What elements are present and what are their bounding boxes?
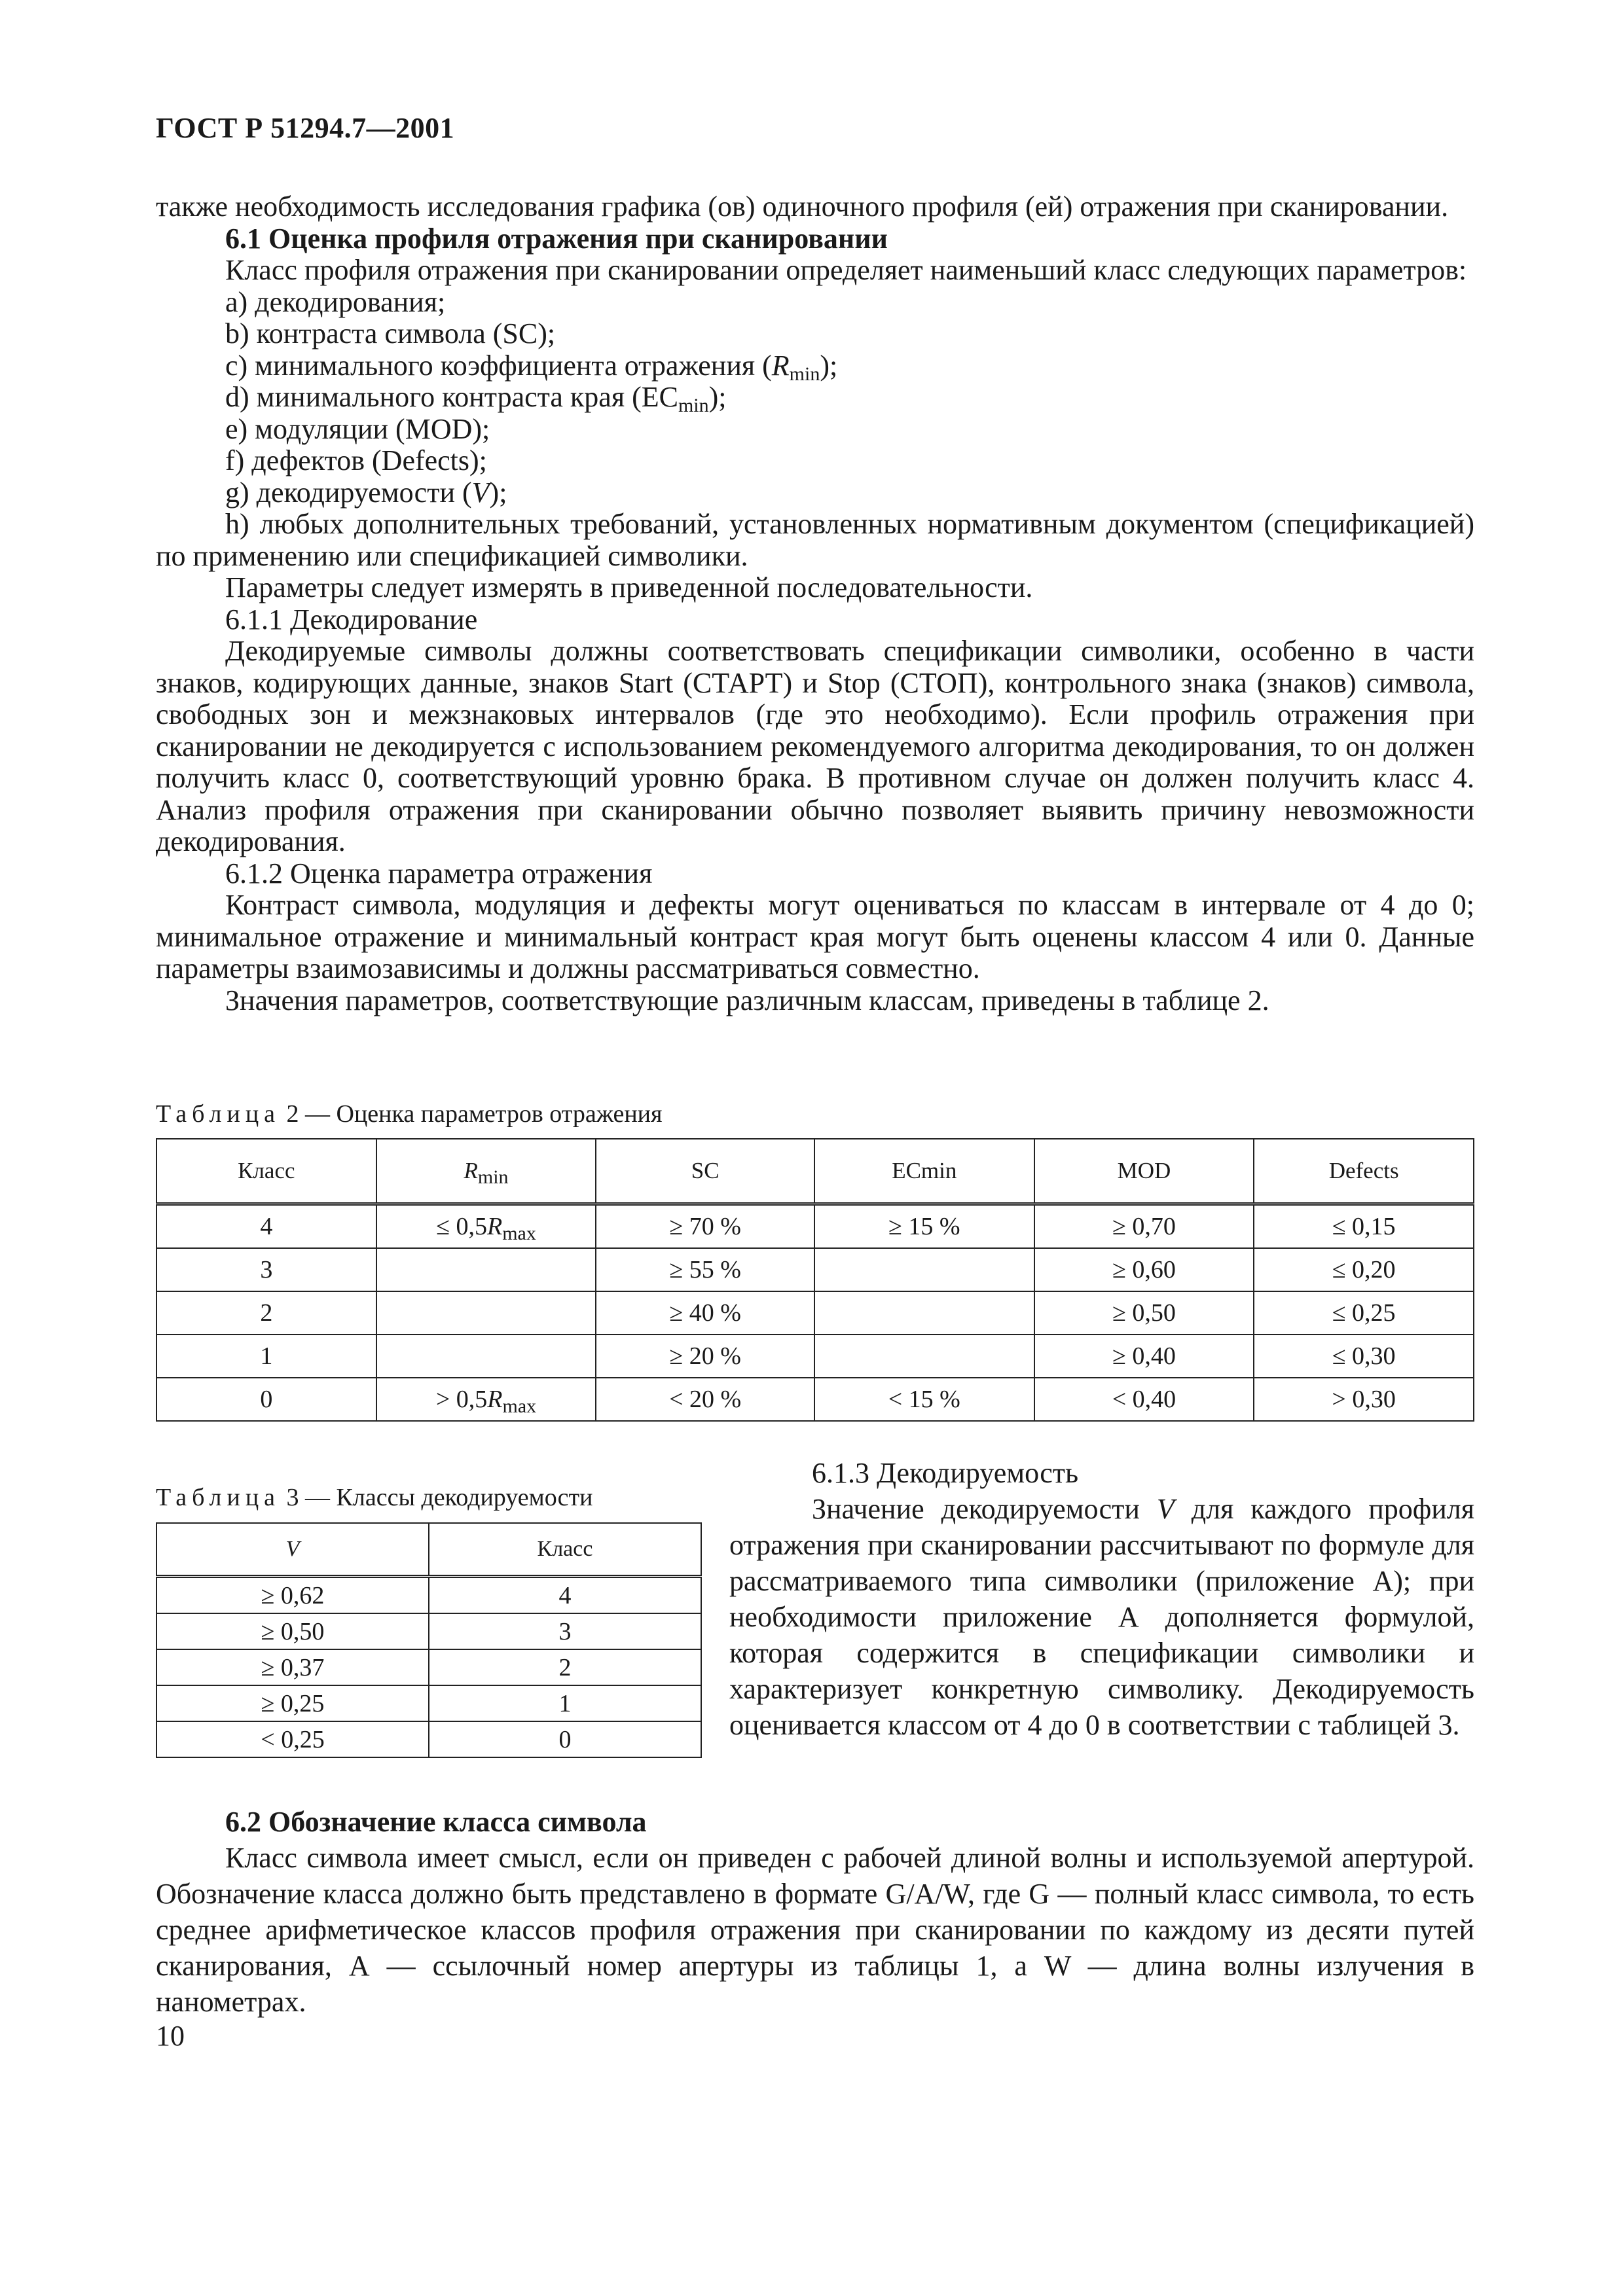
table-2 xyxy=(156,1138,1474,1422)
cell-rmin xyxy=(376,1335,596,1378)
cell-mod: ≥ 0,50 xyxy=(1034,1291,1254,1335)
section-6-1-1-title: 6.1.1 Декодирование xyxy=(225,603,478,636)
cell-rmin xyxy=(376,1291,596,1335)
page-number: 10 xyxy=(156,2020,185,2052)
intro-paragraph: также необходимость исследования графика (ов) одиночного профиля (ей) отражения при сканировании. xyxy=(156,190,1449,223)
cell-ecmin xyxy=(814,1291,1034,1335)
cell-v: ≥ 0,25 xyxy=(156,1685,429,1721)
section-6-1-intro: Класс профиля отражения при сканировании определяет наименьший класс следующих параметров: xyxy=(225,254,1467,286)
cell-sc: ≥ 55 % xyxy=(596,1248,814,1291)
list-item-f: f) дефектов (Defects); xyxy=(225,444,487,476)
cell-defects: ≤ 0,30 xyxy=(1254,1335,1474,1378)
cell-defects: > 0,30 xyxy=(1254,1378,1474,1421)
cell-class: 2 xyxy=(156,1291,376,1335)
section-6-1-2-text2: Значения параметров, соответствующие различным классам, приведены в таблице 2. xyxy=(225,984,1269,1016)
cell-ecmin xyxy=(814,1335,1034,1378)
header-v: V xyxy=(156,1523,429,1577)
cell-class: 4 xyxy=(156,1204,376,1249)
cell-sc: ≥ 40 % xyxy=(596,1291,814,1335)
table-row xyxy=(156,1204,1474,1249)
cell-rmin xyxy=(376,1248,596,1291)
table-3-caption: Таблица 3 — Классы декодируемости xyxy=(156,1484,593,1511)
table-row xyxy=(156,1649,701,1685)
table-row xyxy=(156,1685,701,1721)
cell-mod: < 0,40 xyxy=(1034,1378,1254,1421)
cell-defects: ≤ 0,20 xyxy=(1254,1248,1474,1291)
header-sc: SC xyxy=(596,1139,814,1204)
list-item-e: е) модуляции (MOD); xyxy=(225,412,490,445)
header-mod: MOD xyxy=(1034,1139,1254,1204)
cell-sc: < 20 % xyxy=(596,1378,814,1421)
main-text xyxy=(156,191,1474,1016)
list-item-d: d) минимального контраста края $(EC_{min})$; xyxy=(225,381,727,416)
cell-class: 3 xyxy=(156,1248,376,1291)
table-header-row xyxy=(156,1139,1474,1204)
table-row xyxy=(156,1248,1474,1291)
document-header: ГОСТ Р 51294.7—2001 xyxy=(156,112,455,144)
table-row xyxy=(156,1613,701,1649)
cell-class: 1 xyxy=(429,1685,701,1721)
section-6-1-3-title: 6.1.3 Декодируемость xyxy=(812,1457,1079,1489)
cell-defects: ≤ 0,25 xyxy=(1254,1291,1474,1335)
section-6-1-2-title: 6.1.2 Оценка параметра отражения xyxy=(225,857,653,889)
cell-sc: ≥ 70 % xyxy=(596,1204,814,1249)
header-ecmin: ECmin xyxy=(814,1139,1034,1204)
section-6-2-title: 6.2 Обозначение класса символа xyxy=(225,1806,647,1838)
cell-class: 0 xyxy=(156,1378,376,1421)
list-item-g: g) декодируемости (V); xyxy=(225,476,507,509)
cell-class: 2 xyxy=(429,1649,701,1685)
header-class: Класс xyxy=(156,1139,376,1204)
cell-ecmin xyxy=(814,1248,1034,1291)
cell-class: 4 xyxy=(429,1577,701,1614)
section-6-1-3 xyxy=(729,1455,1474,1743)
table-row xyxy=(156,1291,1474,1335)
table-2-caption: Таблица 2 — Оценка параметров отражения xyxy=(156,1100,663,1128)
cell-v: ≥ 0,37 xyxy=(156,1649,429,1685)
list-item-h: h) любых дополнительных требований, установленных нормативным документом (спецификацией) по применению или спецификацией символики. xyxy=(156,508,1474,572)
cell-ecmin: ≥ 15 % xyxy=(814,1204,1034,1249)
header-defects: Defects xyxy=(1254,1139,1474,1204)
table-row xyxy=(156,1577,701,1614)
measurement-order: Параметры следует измерять в приведенной последовательности. xyxy=(225,571,1033,603)
section-6-1-3-text: Значение декодируемости V для каждого профиля отражения при сканировании рассчитывают по формуле для рассматриваемого типа символики (приложение А); при необходимости приложение А дополняется формулой, которая содержится в спецификации символики и характеризует конкретную символику. Декодируемость оценивается классом от 4 до 0 в соответствии с таблицей 3. xyxy=(729,1493,1474,1741)
cell-v: ≥ 0,50 xyxy=(156,1613,429,1649)
table-3 xyxy=(156,1522,702,1758)
cell-v: < 0,25 xyxy=(156,1721,429,1757)
header-class: Класс xyxy=(429,1523,701,1577)
cell-sc: ≥ 20 % xyxy=(596,1335,814,1378)
list-item-c: с) минимального коэффициента отражения $(R_{min})$; xyxy=(225,349,838,385)
cell-class: 3 xyxy=(429,1613,701,1649)
table-header-row xyxy=(156,1523,701,1577)
cell-rmin: > $0,5R_{max}$ xyxy=(376,1378,596,1421)
list-item-a: а) декодирования; xyxy=(225,285,446,318)
table-row xyxy=(156,1335,1474,1378)
table-row xyxy=(156,1378,1474,1421)
section-6-2 xyxy=(156,1804,1474,2020)
cell-class: 1 xyxy=(156,1335,376,1378)
section-6-1-2-text: Контраст символа, модуляция и дефекты могут оцениваться по классам в интервале от 4 до 0; минимальное отражение и минимальный контраст края могут быть оценены классом 4 или 0. Данные параметры взаимозависимы и должны рассматриваться совместно. xyxy=(156,889,1474,984)
cell-rmin: ≤ $0,5R_{max}$ xyxy=(376,1204,596,1249)
cell-defects: ≤ 0,15 xyxy=(1254,1204,1474,1249)
cell-mod: ≥ 0,60 xyxy=(1034,1248,1254,1291)
table-row xyxy=(156,1721,701,1757)
cell-v: ≥ 0,62 xyxy=(156,1577,429,1614)
cell-class: 0 xyxy=(429,1721,701,1757)
section-6-1-1-text: Декодируемые символы должны соответствовать спецификации символики, особенно в части знаков, кодирующих данные, знаков Start (СТАРТ) и Stop (СТОП), контрольного знака (знаков) символа, свободных зон и межзнаковых интервалов (где это необходимо). Если профиль отражения при сканировании не декодируется с использованием рекомендуемого алгоритма декодирования, то он должен получить класс 0, соответствующий уровню брака. В противном случае он должен получить класс 4. Анализ профиля отражения при сканировании обычно позволяет выявить причину невозможности декодирования. xyxy=(156,635,1474,857)
cell-mod: ≥ 0,70 xyxy=(1034,1204,1254,1249)
section-6-2-text: Класс символа имеет смысл, если он приведен с рабочей длиной волны и используемой апертурой. Обозначение класса должно быть представлено в формате G/A/W, где G — полный класс символа, то есть среднее арифметическое классов профиля отражения при сканировании по каждому из десяти путей сканирования, А — ссылочный номер апертуры из таблицы 1, а W — длина волны излучения в нанометрах. xyxy=(156,1842,1474,2018)
header-rmin: $R_{min}$ xyxy=(376,1139,596,1204)
section-6-1-title: 6.1 Оценка профиля отражения при сканировании xyxy=(225,222,888,255)
cell-ecmin: < 15 % xyxy=(814,1378,1034,1421)
cell-mod: ≥ 0,40 xyxy=(1034,1335,1254,1378)
list-item-b: b) контраста символа (SC); xyxy=(225,317,556,350)
